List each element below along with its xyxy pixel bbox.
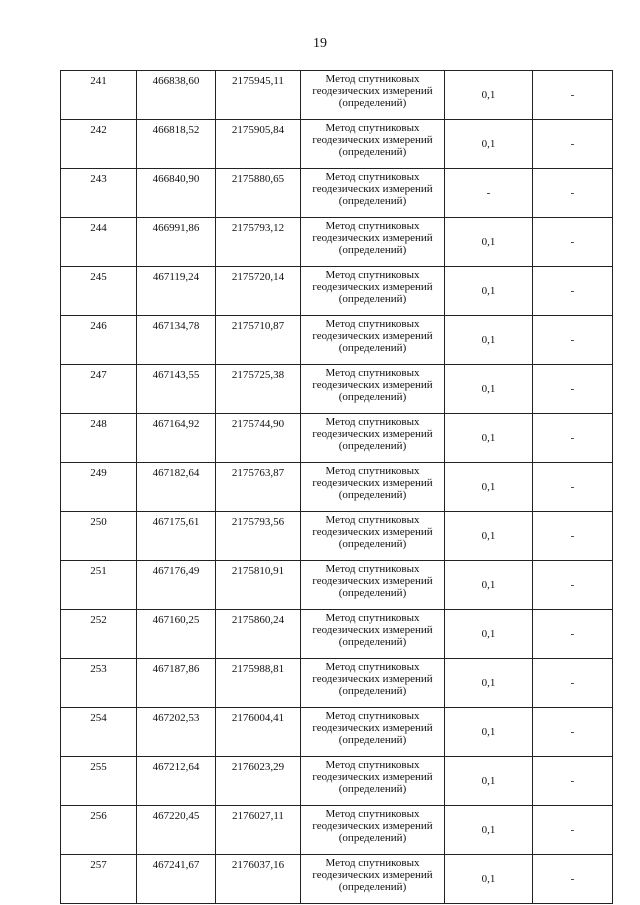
x-coordinate-cell: 467176,49 (137, 561, 216, 610)
note-cell: - (533, 806, 613, 855)
y-coordinate-cell: 2175793,56 (216, 512, 301, 561)
method-cell: Метод спутниковых геодезических измерений (определений) (301, 120, 445, 169)
x-coordinate-cell: 466838,60 (137, 71, 216, 120)
coordinates-table-body (61, 71, 613, 904)
coordinates-table (60, 70, 613, 904)
x-coordinate-cell: 467212,64 (137, 757, 216, 806)
method-cell: Метод спутниковых геодезических измерений (определений) (301, 267, 445, 316)
method-cell: Метод спутниковых геодезических измерений (определений) (301, 757, 445, 806)
point-number-cell: 243 (61, 169, 137, 218)
y-coordinate-cell: 2176023,29 (216, 757, 301, 806)
method-cell: Метод спутниковых геодезических измерений (определений) (301, 512, 445, 561)
point-number-cell: 255 (61, 757, 137, 806)
table-row (61, 610, 613, 659)
accuracy-cell: 0,1 (445, 659, 533, 708)
table-row (61, 757, 613, 806)
point-number-cell: 253 (61, 659, 137, 708)
point-number-cell: 250 (61, 512, 137, 561)
x-coordinate-cell: 467143,55 (137, 365, 216, 414)
note-cell: - (533, 365, 613, 414)
x-coordinate-cell: 467241,67 (137, 855, 216, 904)
note-cell: - (533, 610, 613, 659)
y-coordinate-cell: 2175810,91 (216, 561, 301, 610)
point-number-cell: 254 (61, 708, 137, 757)
note-cell: - (533, 855, 613, 904)
method-cell: Метод спутниковых геодезических измерений (определений) (301, 414, 445, 463)
table-row (61, 512, 613, 561)
table-row (61, 561, 613, 610)
y-coordinate-cell: 2175710,87 (216, 316, 301, 365)
page-number: 19 (313, 36, 327, 51)
x-coordinate-cell: 466840,90 (137, 169, 216, 218)
point-number-cell: 241 (61, 71, 137, 120)
table-row (61, 708, 613, 757)
note-cell: - (533, 71, 613, 120)
note-cell: - (533, 708, 613, 757)
point-number-cell: 247 (61, 365, 137, 414)
point-number-cell: 242 (61, 120, 137, 169)
x-coordinate-cell: 467220,45 (137, 806, 216, 855)
accuracy-cell: 0,1 (445, 708, 533, 757)
accuracy-cell: 0,1 (445, 757, 533, 806)
x-coordinate-cell: 467119,24 (137, 267, 216, 316)
method-cell: Метод спутниковых геодезических измерений (определений) (301, 365, 445, 414)
note-cell: - (533, 512, 613, 561)
y-coordinate-cell: 2176004,41 (216, 708, 301, 757)
accuracy-cell: 0,1 (445, 561, 533, 610)
accuracy-cell: 0,1 (445, 806, 533, 855)
method-cell: Метод спутниковых геодезических измерений (определений) (301, 561, 445, 610)
table-row (61, 169, 613, 218)
x-coordinate-cell: 466818,52 (137, 120, 216, 169)
y-coordinate-cell: 2175793,12 (216, 218, 301, 267)
note-cell: - (533, 757, 613, 806)
method-cell: Метод спутниковых геодезических измерений (определений) (301, 806, 445, 855)
point-number-cell: 249 (61, 463, 137, 512)
table-row (61, 120, 613, 169)
point-number-cell: 248 (61, 414, 137, 463)
method-cell: Метод спутниковых геодезических измерений (определений) (301, 610, 445, 659)
accuracy-cell: 0,1 (445, 71, 533, 120)
note-cell: - (533, 267, 613, 316)
table-row (61, 316, 613, 365)
table-row (61, 267, 613, 316)
accuracy-cell: 0,1 (445, 365, 533, 414)
y-coordinate-cell: 2176027,11 (216, 806, 301, 855)
x-coordinate-cell: 466991,86 (137, 218, 216, 267)
y-coordinate-cell: 2175905,84 (216, 120, 301, 169)
method-cell: Метод спутниковых геодезических измерений (определений) (301, 218, 445, 267)
note-cell: - (533, 169, 613, 218)
accuracy-cell: 0,1 (445, 120, 533, 169)
method-cell: Метод спутниковых геодезических измерений (определений) (301, 71, 445, 120)
method-cell: Метод спутниковых геодезических измерений (определений) (301, 463, 445, 512)
y-coordinate-cell: 2175720,14 (216, 267, 301, 316)
point-number-cell: 245 (61, 267, 137, 316)
point-number-cell: 257 (61, 855, 137, 904)
table-row (61, 218, 613, 267)
note-cell: - (533, 120, 613, 169)
x-coordinate-cell: 467134,78 (137, 316, 216, 365)
accuracy-cell: 0,1 (445, 218, 533, 267)
accuracy-cell: - (445, 169, 533, 218)
table-row (61, 463, 613, 512)
y-coordinate-cell: 2175725,38 (216, 365, 301, 414)
point-number-cell: 251 (61, 561, 137, 610)
x-coordinate-cell: 467187,86 (137, 659, 216, 708)
point-number-cell: 252 (61, 610, 137, 659)
accuracy-cell: 0,1 (445, 610, 533, 659)
note-cell: - (533, 561, 613, 610)
method-cell: Метод спутниковых геодезических измерений (определений) (301, 708, 445, 757)
table-row (61, 659, 613, 708)
y-coordinate-cell: 2175880,65 (216, 169, 301, 218)
accuracy-cell: 0,1 (445, 855, 533, 904)
point-number-cell: 246 (61, 316, 137, 365)
table-row (61, 414, 613, 463)
note-cell: - (533, 414, 613, 463)
table-row (61, 365, 613, 414)
note-cell: - (533, 463, 613, 512)
y-coordinate-cell: 2175763,87 (216, 463, 301, 512)
note-cell: - (533, 316, 613, 365)
x-coordinate-cell: 467160,25 (137, 610, 216, 659)
y-coordinate-cell: 2175860,24 (216, 610, 301, 659)
point-number-cell: 256 (61, 806, 137, 855)
y-coordinate-cell: 2175945,11 (216, 71, 301, 120)
table-row (61, 855, 613, 904)
note-cell: - (533, 659, 613, 708)
accuracy-cell: 0,1 (445, 414, 533, 463)
accuracy-cell: 0,1 (445, 463, 533, 512)
accuracy-cell: 0,1 (445, 512, 533, 561)
x-coordinate-cell: 467182,64 (137, 463, 216, 512)
y-coordinate-cell: 2176037,16 (216, 855, 301, 904)
method-cell: Метод спутниковых геодезических измерений (определений) (301, 316, 445, 365)
x-coordinate-cell: 467164,92 (137, 414, 216, 463)
table-row (61, 806, 613, 855)
y-coordinate-cell: 2175744,90 (216, 414, 301, 463)
table-row (61, 71, 613, 120)
accuracy-cell: 0,1 (445, 316, 533, 365)
method-cell: Метод спутниковых геодезических измерений (определений) (301, 659, 445, 708)
accuracy-cell: 0,1 (445, 267, 533, 316)
x-coordinate-cell: 467175,61 (137, 512, 216, 561)
y-coordinate-cell: 2175988,81 (216, 659, 301, 708)
method-cell: Метод спутниковых геодезических измерений (определений) (301, 855, 445, 904)
x-coordinate-cell: 467202,53 (137, 708, 216, 757)
note-cell: - (533, 218, 613, 267)
method-cell: Метод спутниковых геодезических измерений (определений) (301, 169, 445, 218)
point-number-cell: 244 (61, 218, 137, 267)
